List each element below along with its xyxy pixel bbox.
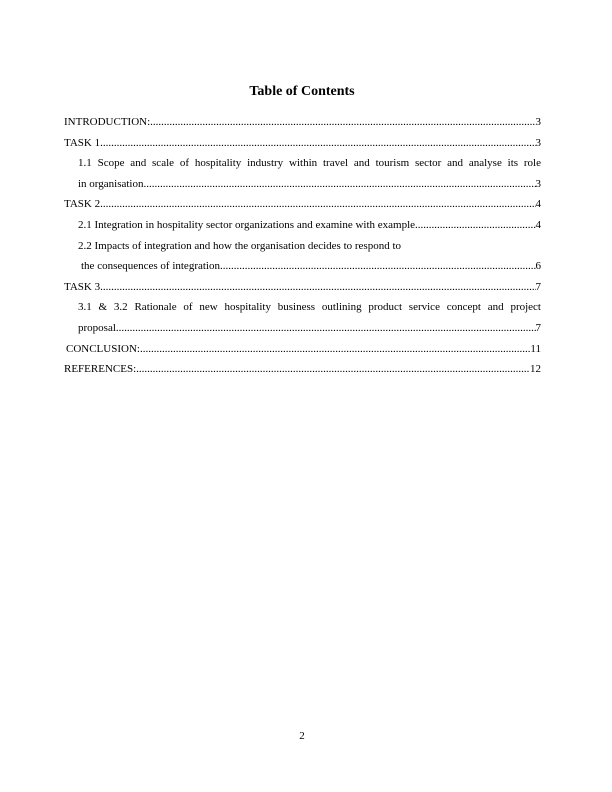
dot-leader	[415, 215, 535, 236]
toc-entry-task-3[interactable]	[64, 277, 541, 298]
toc-entry-label: 3.1 & 3.2 Rationale of new hospitality business outlining product service concept and project	[78, 301, 541, 314]
toc-entry-2-1[interactable]	[64, 215, 541, 236]
toc-entry-label-continuation: the consequences of integration	[81, 260, 220, 273]
toc-entry-label: CONCLUSION:	[66, 342, 140, 355]
toc-entry-task-2[interactable]	[64, 194, 541, 215]
toc-entry-references[interactable]	[64, 359, 541, 380]
page-number: 2	[299, 730, 305, 742]
toc-entry-page: 3	[535, 177, 541, 190]
toc-entry-label: TASK 1	[64, 136, 101, 149]
dot-leader	[100, 194, 535, 215]
toc-entry-label: 2.2 Impacts of integration and how the organisation decides to respond to	[78, 239, 402, 252]
dot-leader	[116, 318, 536, 339]
toc-entry-label: INTRODUCTION:	[64, 116, 151, 128]
toc-entry-page: 4	[535, 218, 541, 231]
toc-entry-page: 7	[535, 321, 541, 334]
toc-entry-introduction[interactable]	[64, 112, 541, 133]
dot-leader	[140, 339, 530, 360]
toc-entry-2-2-continuation[interactable]	[64, 256, 541, 277]
toc-entry-label-continuation: proposal	[78, 321, 116, 334]
toc-entry-label: REFERENCES:	[64, 363, 137, 376]
toc-entry-page: 4	[535, 198, 541, 211]
toc-entry-page: 6	[535, 260, 541, 273]
dot-leader	[150, 112, 535, 133]
toc-entry-page: 3	[535, 116, 541, 128]
toc-entry-page: 7	[535, 280, 541, 293]
toc-entry-3-1-3-2[interactable]	[64, 297, 541, 318]
dot-leader	[100, 277, 535, 298]
toc-entry-1-1-continuation[interactable]	[64, 174, 541, 195]
dot-leader	[100, 133, 535, 154]
toc-entry-page: 11	[530, 342, 541, 355]
dot-leader	[136, 359, 530, 380]
toc-entry-1-1[interactable]	[64, 153, 541, 174]
dot-leader	[143, 174, 535, 195]
toc-entry-page: 12	[530, 363, 541, 376]
toc-entry-label: TASK 2	[64, 198, 101, 211]
toc-entry-page: 3	[535, 136, 541, 149]
toc-entry-2-2[interactable]	[64, 236, 541, 257]
toc-entry-label: 2.1 Integration in hospitality sector organizations and examine with example	[78, 218, 416, 231]
toc-title: Table of Contents	[249, 84, 355, 99]
toc-entry-label: TASK 3	[64, 280, 101, 293]
toc-entry-conclusion[interactable]	[64, 339, 541, 360]
toc-entry-label-continuation: in organisation	[78, 177, 144, 190]
toc-entry-3-1-3-2-continuation[interactable]	[64, 318, 541, 339]
dot-leader	[220, 256, 536, 277]
table-of-contents	[64, 112, 541, 380]
toc-entry-label: 1.1 Scope and scale of hospitality industry within travel and tourism sector and analyse its role	[78, 157, 541, 170]
toc-entry-task-1[interactable]	[64, 133, 541, 154]
